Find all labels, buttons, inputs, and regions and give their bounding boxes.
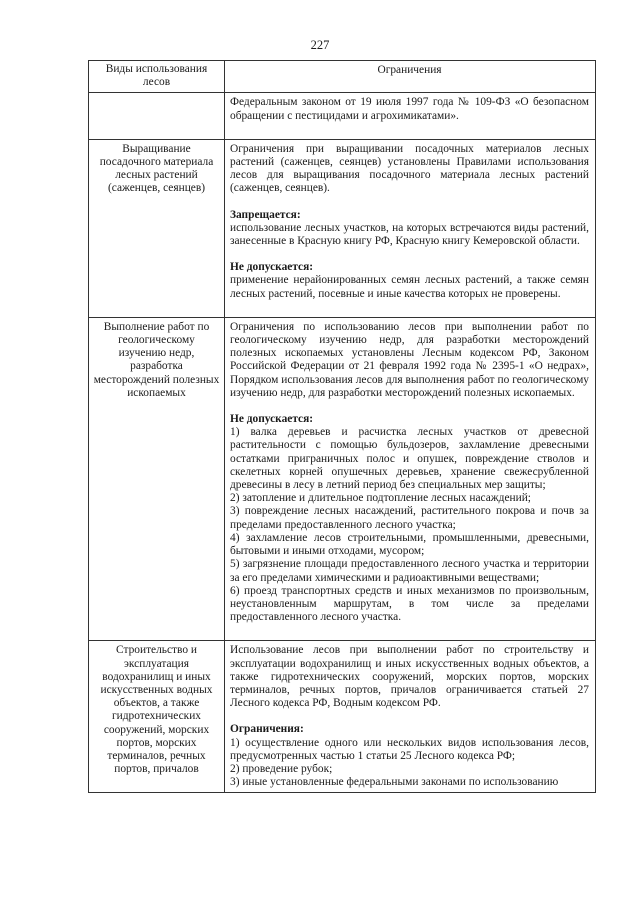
table-row	[89, 641, 596, 793]
list-item: 3) повреждение лесных насаждений, растительного покрова и почв за пределами предоставленного лесного участка;	[230, 505, 589, 531]
paragraph: применение нерайонированных семян лесных растений, а также семян лесных растений, посевные и иные качества которых не проверены.	[230, 274, 589, 300]
row-type-cell: Выращивание посадочного материала лесных растений (саженцев, сеянцев)	[89, 139, 225, 317]
table-header-row	[89, 61, 596, 93]
row-type-cell: Выполнение работ по геологическому изучению недр, разработка месторождений полезных ископаемых	[89, 317, 225, 640]
paragraph: использование лесных участков, на которых встречаются виды растений, занесенные в Красную книгу РФ, Красную книгу Кемеровской области.	[230, 221, 589, 248]
row-type-cell: Строительство и эксплуатация водохранилищ и иных искусственных водных объектов, а также гидротехнических сооружений, морских портов, морских терминалов, речных портов, причалов	[89, 641, 225, 793]
paragraph: Федеральным законом от 19 июля 1997 года № 109-ФЗ «О безопасном обращении с пестицидами и агрохимикатами».	[230, 96, 589, 122]
restrictions-table	[88, 60, 596, 793]
row-restrictions-cell	[225, 641, 596, 793]
paragraph: Ограничения по использованию лесов при выполнении работ по геологическому изучению недр, для разработки месторождений полезных ископаемых установлены Лесным кодексом РФ, Законом Российской Федерации от 21 февраля 1992 года № 2395-1 «О недрах», Порядком использования лесов для выполнения работ по геологическому изучению недр, для разработки месторождений полезных ископаемых.	[230, 320, 589, 399]
list-item: 4) захламление лесов строительными, промышленными, древесными, бытовыми и иными отходами, мусором;	[230, 531, 589, 558]
row-restrictions-cell	[225, 139, 596, 317]
list-item: 2) затопление и длительное подтопление лесных насаждений;	[230, 492, 531, 505]
paragraph: Ограничения при выращивании посадочных материалов лесных растений (саженцев, сеянцев) установлены Правилами использования лесов для выращивания посадочного материала лесных растений (саженцев, сеянцев).	[230, 142, 589, 195]
paragraph: Использование лесов при выполнении работ по строительству и эксплуатации водохранилищ и иных искусственных водных объектов, а также гидротехнических сооружений, морских портов, морских терминалов, речных портов, причалов ограничивается статьей 27 Лесного кодекса РФ, Водным кодексом РФ.	[230, 644, 589, 710]
list-item: 6) проезд транспортных средств и иных механизмов по произвольным, неустановленным маршрутам, в том числе за пределами предоставленного лесного участка.	[230, 584, 589, 624]
header-restrictions: Ограничения	[225, 61, 596, 93]
page-number: 227	[310, 38, 330, 52]
prohibited-heading: Запрещается:	[230, 208, 301, 221]
header-forest-use-types: Виды использования лесов	[89, 61, 225, 93]
table-row	[89, 317, 596, 640]
row-restrictions-cell	[225, 317, 596, 640]
row-type-cell	[89, 93, 225, 139]
list-item: 2) проведение рубок;	[230, 762, 333, 775]
not-allowed-heading: Не допускается:	[230, 413, 314, 426]
list-item: 3) иные установленные федеральными законами по использованию	[230, 776, 559, 789]
row-restrictions-cell	[225, 93, 596, 139]
not-allowed-heading: Не допускается:	[230, 261, 314, 274]
restrictions-heading: Ограничения:	[230, 723, 304, 736]
list-item: 1) валка деревьев и расчистка лесных участков от древесной растительности с помощью бульдозеров, захламление древесными остатками приграничных полос и опушек, повреждение стволов и скелетных корней опушечных деревьев, хранение свежесрубленной древесины в лесу в летний период без специальных мер защиты;	[230, 426, 589, 492]
list-item: 1) осуществление одного или нескольких видов использования лесов, предусмотренных частью 1 статьи 25 Лесного кодекса РФ;	[230, 736, 589, 762]
table-row	[89, 93, 596, 139]
table-row	[89, 139, 596, 317]
list-item: 5) загрязнение площади предоставленного лесного участка и территории за его пределами химическими и радиоактивными веществами;	[230, 558, 589, 584]
